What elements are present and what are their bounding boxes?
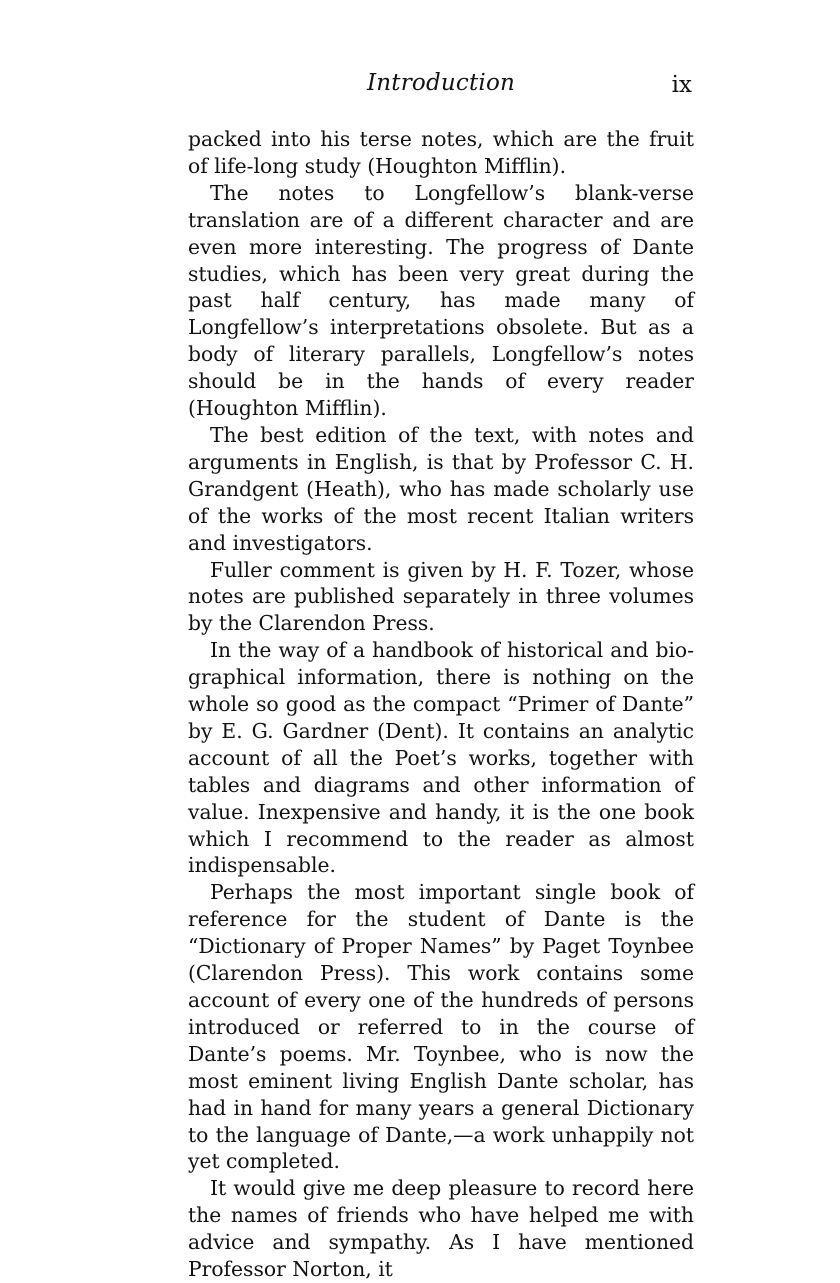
running-title: Introduction (366, 70, 516, 96)
paragraph-longfellow-notes: The notes to Longfellow’s blank-verse translation are of a different character and are even more interesting. The progress of Dante studies, which has been very great during the past half century, has made many of Longfellow’s interpretations obsolete. But as a body of literary parallels, Longfellow’s notes should be in the hands of every reader (Houghton Mifflin). (188, 180, 694, 421)
running-head (188, 70, 694, 106)
paragraph-tozer-comment: Fuller comment is given by H. F. Tozer, whose notes are published separately in three volumes by the Clarendon Press. (188, 557, 694, 636)
paragraph-toynbee-dictionary: Perhaps the most important single book of reference for the student of Dante is the “Dictionary of Proper Names” by Paget Toynbee (Clarendon Press). This work contains some account of every one of the hundreds of persons introduced or referred to in the course of Dante’s poems. Mr. Toynbee, who is now the most eminent living English Dante scholar, has had in hand for many years a general Dictionary to the language of Dante,—a work unhappily not yet completed. (188, 880, 694, 1174)
paragraph-grandgent-edition: The best edition of the text, with notes and arguments in English, is that by Professor C. H. Grandgent (Heath), who has made scholarly use of the works of the most recent Italian writers and investigators. (188, 422, 694, 555)
body-text (188, 126, 694, 1283)
paragraph-gardner-primer: In the way of a handbook of historical and biographical information, there is nothing on the whole so good as the compact “Primer of Dante” by E. G. Gardner (Dent). It contains an analytic account of all the Poet’s works, together with tables and diagrams and other information of value. Inexpensive and handy, it is the one book which I recommend to the reader as almost indispensable. (188, 638, 694, 878)
page-number: ix (671, 72, 692, 98)
paragraph-acknowledgements: It would give me deep pleasure to record here the names of friends who have helped me with advice and sympathy. As I have mentioned Professor Norton, it (188, 1176, 694, 1282)
paragraph-continued: packed into his terse notes, which are the fruit of life-long study (Houghton Mifflin). (188, 127, 694, 178)
